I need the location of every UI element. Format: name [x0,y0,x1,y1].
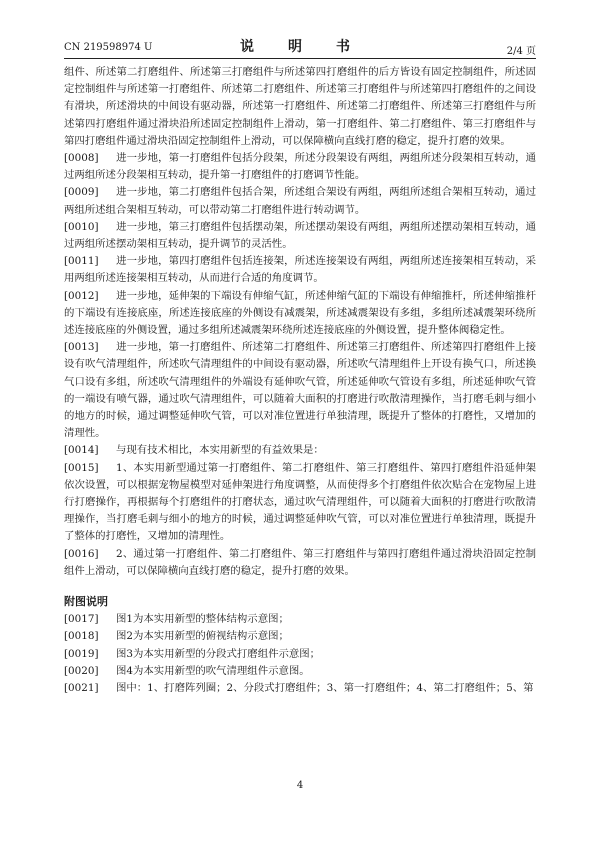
paragraph-number: [0010] [64,220,99,233]
paragraph-0019 [64,646,536,663]
section-heading: 附图说明 [64,595,108,609]
paragraph-number: [0017] [64,613,99,626]
body-text [64,64,536,697]
paragraph-text: 进一步地，第四打磨组件包括连接架，所述连接架设有两组，两组所述连接架相互转动，采用两组所述连接架相互转动，从而进行合适的角度调节。 [64,255,536,285]
paragraph-text: 图2为本实用新型的俯视结构示意图； [116,630,289,643]
paragraph-text: 图中：1、打磨阵列圈；2、分段式打磨组件；3、第一打磨组件；4、第二打磨组件；5、第 [116,681,534,694]
paragraph-text: 组件、所述第二打磨组件、所述第三打磨组件与所述第四打磨组件的后方皆设有固定控制组件，所述固定控制组件与所述第一打磨组件、所述第二打磨组件、所述第三打磨组件与所述第四打磨组件的之间设有滑块，所述滑块的中间设有驱动器，所述第一打磨组件、所述第二打磨组件、所述第三打磨组件与所述第四打磨组件通过滑块沿所述固定控制组件上滑动，第一打磨组件、第二打磨组件、第三打磨组件与第四打磨组件通过滑块沿固定控制组件上滑动，可以保障横向直线打磨的稳定，提升打磨的效果。 [64,66,536,147]
paragraph-text: 2、通过第一打磨组件、第二打磨组件、第三打磨组件与第四打磨组件通过滑块沿固定控制组件上滑动，可以保障横向直线打磨的稳定，提升打磨的效果。 [64,547,536,577]
paragraph-text: 进一步地，第三打磨组件包括摆动架，所述摆动架设有两组，两组所述摆动架相互转动，通过两组所述摆动架相互转动，提升调节的灵活性。 [64,220,536,251]
page-label: 2/4 页 [506,46,536,57]
paragraph-0014 [64,442,536,459]
paragraph-0012 [64,288,536,340]
paragraph-number: [0014] [64,444,99,457]
paragraph-text: 图3为本实用新型的分段式打磨组件示意图； [116,647,321,660]
paragraph-text: 进一步地，第二打磨组件包括合架，所述组合架设有两组，两组所述组合架相互转动，通过两组所述组合架相互转动，可以带动第二打磨组件进行转动调节。 [64,186,536,216]
document-title: 说 明 书 [240,39,360,55]
paragraph-0020 [64,663,536,680]
paragraph-number: [0008] [64,152,99,165]
paragraph-0009 [64,184,536,218]
paragraph-0015 [64,460,536,546]
page-header [64,36,536,58]
paragraph-text: 与现有技术相比，本实用新型的有益效果是： [116,444,324,457]
page-number: 4 [296,780,304,791]
header-divider [64,58,536,59]
paragraph-number: [0009] [64,186,99,199]
paragraph-0017 [64,611,536,628]
paragraph-text: 进一步地，第一打磨组件、所述第二打磨组件、所述第三打磨组件、所述第四打磨组件上接设有吹气清理组件，所述吹气清理组件的中间设有驱动器，所述吹气清理组件上开设有换气口，所述换气口设有多组，所述吹气清理组件的外端设有延伸吹气管，所述延伸吹气管设有多组，所述延伸吹气管的一端设有喷气器，通过吹气清理组件，可以随着大面积的打磨进行吹散清理操作，当打磨毛刺与细小的地方的时候，通过调整延伸吹气管，可以对准位置进行单独清理，既提升了整体的打磨性，又增加的清理性。 [64,341,536,440]
patent-number: CN 219598974 U [64,42,153,53]
paragraph-continuation [64,64,536,150]
paragraph-number: [0020] [64,664,99,677]
paragraph-text: 图4为本实用新型的吹气清理组件示意图。 [116,664,310,677]
paragraph-number: [0021] [64,681,99,694]
paragraph-text: 图1为本实用新型的整体结构示意图； [116,613,289,626]
paragraph-0021 [64,680,536,697]
paragraph-number: [0015] [64,461,99,474]
paragraph-text: 进一步地，延伸架的下端设有伸缩气缸，所述伸缩气缸的下端设有伸缩推杆，所述伸缩推杆的下端设有连接底座，所述连接底座的外侧设有减震架，所述减震架设有多组，多组所述减震架环绕所述连接底座的外侧设置，通过多组所述减震架环绕所述连接底座的外侧设置，提升整体阀稳定性。 [64,289,536,337]
paragraph-0011 [64,253,536,287]
paragraph-0018 [64,628,536,645]
paragraph-number: [0019] [64,647,99,660]
paragraph-0016 [64,546,536,580]
paragraph-number: [0011] [64,255,99,268]
paragraph-0010 [64,219,536,253]
paragraph-text: 进一步地，第一打磨组件包括分段架，所述分段架设有两组，两组所述分段架相互转动，通过两组所述分段架相互转动，提升第一打磨组件的打磨调节性能。 [64,152,536,182]
paragraph-0008 [64,150,536,184]
paragraph-number: [0016] [64,547,99,560]
paragraph-0013 [64,339,536,442]
paragraph-number: [0013] [64,341,99,354]
paragraph-text: 1、本实用新型通过第一打磨组件、第二打磨组件、第三打磨组件、第四打磨组件沿延伸架依次设置，可以根据宠物屋模型对延伸架进行角度调整，从而使得多个打磨组件依次贴合在宠物屋上进行打磨操作，再根据每个打磨组件的打磨状态，通过吹气清理组件，可以随着大面积的打磨进行吹散清理操作，当打磨毛刺与细小的地方的时候，通过调整延伸吹气管，可以对准位置进行单独清理，既提升了整体的打磨性，又增加的清理性。 [64,461,536,543]
paragraph-number: [0018] [64,630,99,643]
paragraph-number: [0012] [64,289,99,302]
